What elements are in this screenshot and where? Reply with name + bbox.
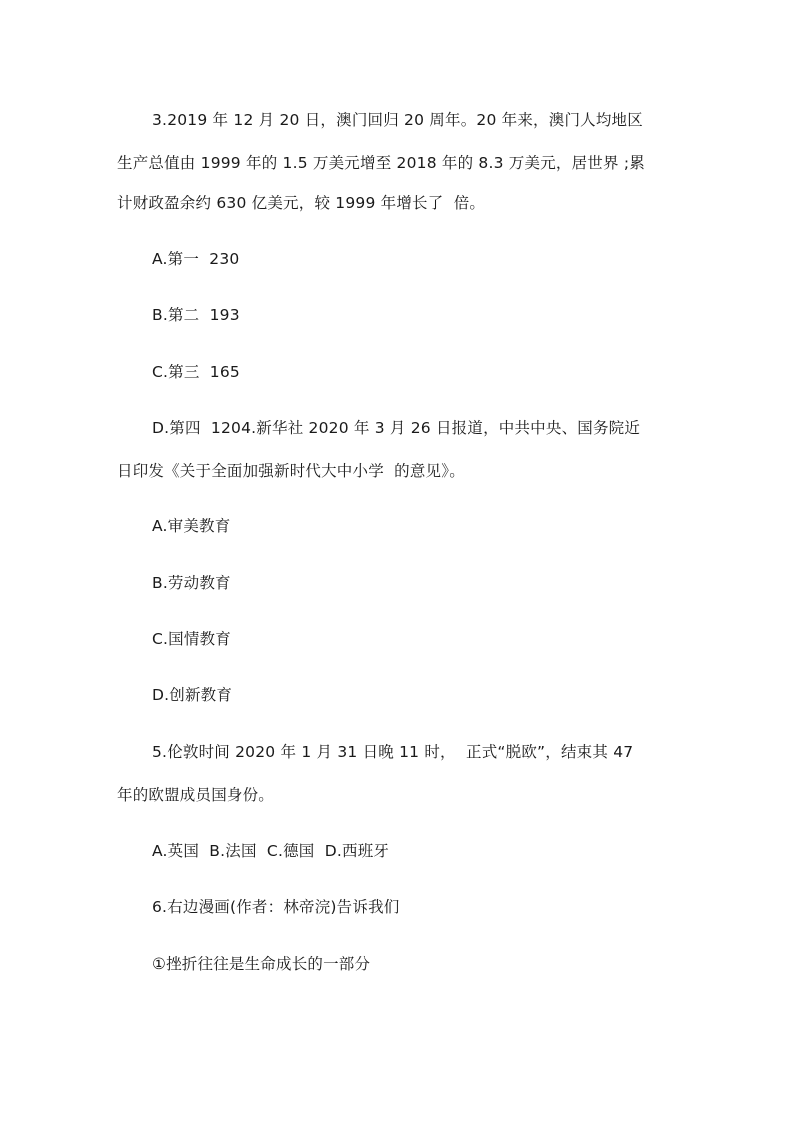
q3-option-d-q4-line-1: D.第四 1204.新华社 2020 年 3 月 26 日报道，中共中央、国务院近 <box>152 419 641 437</box>
q5-options: A.英国 B.法国 C.德国 D.西班牙 <box>152 842 390 860</box>
q5-line-1: 5.伦敦时间 2020 年 1 月 31 日晚 11 时， 正式“脱欧”，结束其 47 <box>152 743 634 761</box>
q3-line-1: 3.2019 年 12 月 20 日，澳门回归 20 周年。20 年来，澳门人均地区 <box>152 111 643 129</box>
q3-line-2: 生产总值由 1999 年的 1.5 万美元增至 2018 年的 8.3 万美元，居世界 ;累 <box>117 154 645 172</box>
q3-option-c: C.第三 165 <box>152 363 240 381</box>
q3-line-3: 计财政盈余约 630 亿美元，较 1999 年增长了 倍。 <box>117 194 486 212</box>
q5-line-2: 年的欧盟成员国身份。 <box>117 786 275 804</box>
q4-line-2: 日印发《关于全面加强新时代大中小学 的意见》。 <box>117 462 465 480</box>
q3-option-a: A.第一 230 <box>152 250 240 268</box>
q6-line-1: 6.右边漫画(作者：林帝浣)告诉我们 <box>152 898 400 916</box>
q4-option-a: A.审美教育 <box>152 517 231 535</box>
q4-option-d: D.创新教育 <box>152 686 233 704</box>
q4-option-c: C.国情教育 <box>152 630 231 648</box>
q4-option-b: B.劳动教育 <box>152 574 231 592</box>
q3-option-b: B.第二 193 <box>152 306 240 324</box>
q6-item-1: ①挫折往往是生命成长的一部分 <box>152 955 371 973</box>
